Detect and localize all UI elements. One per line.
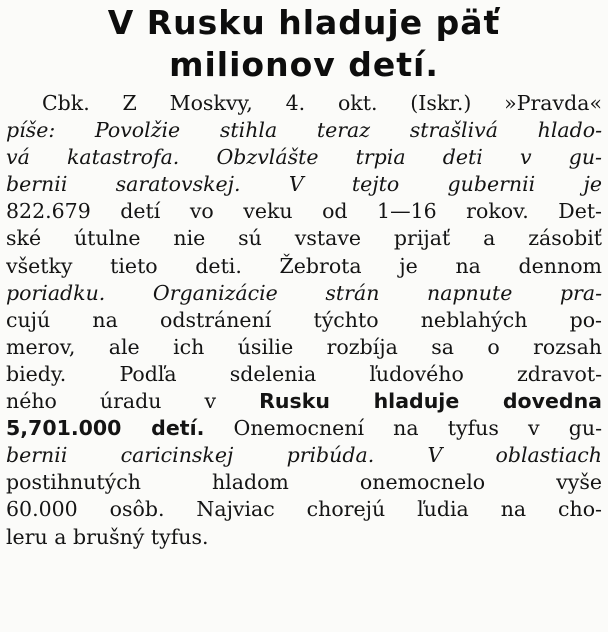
article-line [6, 469, 602, 496]
article-text-segment: merov, ale ich úsilie rozbíja sa o rozsah [6, 334, 602, 359]
article-line [6, 280, 602, 307]
article-text-segment: Onemocnení na tyfus v gu- [204, 416, 602, 441]
article-text-segment: ného úradu v [6, 389, 260, 414]
article-line [6, 361, 602, 388]
article-text-segment: Cbk. Z Moskvy, 4. okt. (Iskr.) »Pravda« [42, 91, 602, 115]
article-line [6, 388, 602, 415]
article-text-segment: bernii caricinskej pribúda. V oblastiach [6, 443, 602, 468]
headline-line-1: V Rusku hladuje päť [107, 3, 501, 42]
article-line [6, 307, 602, 334]
article-line [6, 334, 602, 361]
article-line [6, 524, 602, 551]
article-text-segment: postihnutých hladom onemocnelo vyše [6, 470, 602, 495]
article-line [6, 415, 602, 442]
article-text-segment: leru a brušný tyfus. [6, 524, 209, 549]
article-text-segment: cujú na odstránení týchto neblahých po- [6, 307, 602, 332]
article-text-segment: 5,701.000 detí. [6, 416, 205, 441]
article-body [6, 90, 602, 551]
headline [0, 2, 608, 86]
article-text-segment: poriadku. Organizácie strán napnute pra- [6, 280, 602, 305]
article-line [6, 144, 602, 171]
article-line [6, 90, 602, 117]
article-text-segment: biedy. Podľa sdelenia ľudového zdravot- [6, 361, 602, 386]
article-line [6, 171, 602, 198]
article-line [6, 442, 602, 469]
article-text-segment: všetky tieto deti. Žebrota je na dennom [6, 253, 602, 278]
headline-line-2: milionov detí. [169, 45, 439, 84]
article-text-segment: 822.679 detí vo veku od 1—16 rokov. Det- [6, 199, 602, 224]
article-line [6, 198, 602, 225]
article-text-segment: 60.000 osôb. Najviac chorejú ľudia na cho- [6, 497, 602, 522]
article-line [6, 496, 602, 523]
article-line [6, 253, 602, 280]
article-line [6, 117, 602, 144]
article-text-segment: Rusku hladuje dovedna [259, 389, 602, 414]
article-line [6, 225, 602, 252]
article-text-segment: vá katastrofa. Obzvlášte trpia deti v gu- [6, 145, 602, 170]
article-text-segment: ské útulne nie sú vstave prijať a zásobiť [6, 226, 602, 251]
article-text-segment: píše: Povolžie stihla teraz strašlivá hlado- [6, 118, 602, 143]
article-text-segment: bernii saratovskej. V tejto gubernii je [6, 172, 602, 197]
